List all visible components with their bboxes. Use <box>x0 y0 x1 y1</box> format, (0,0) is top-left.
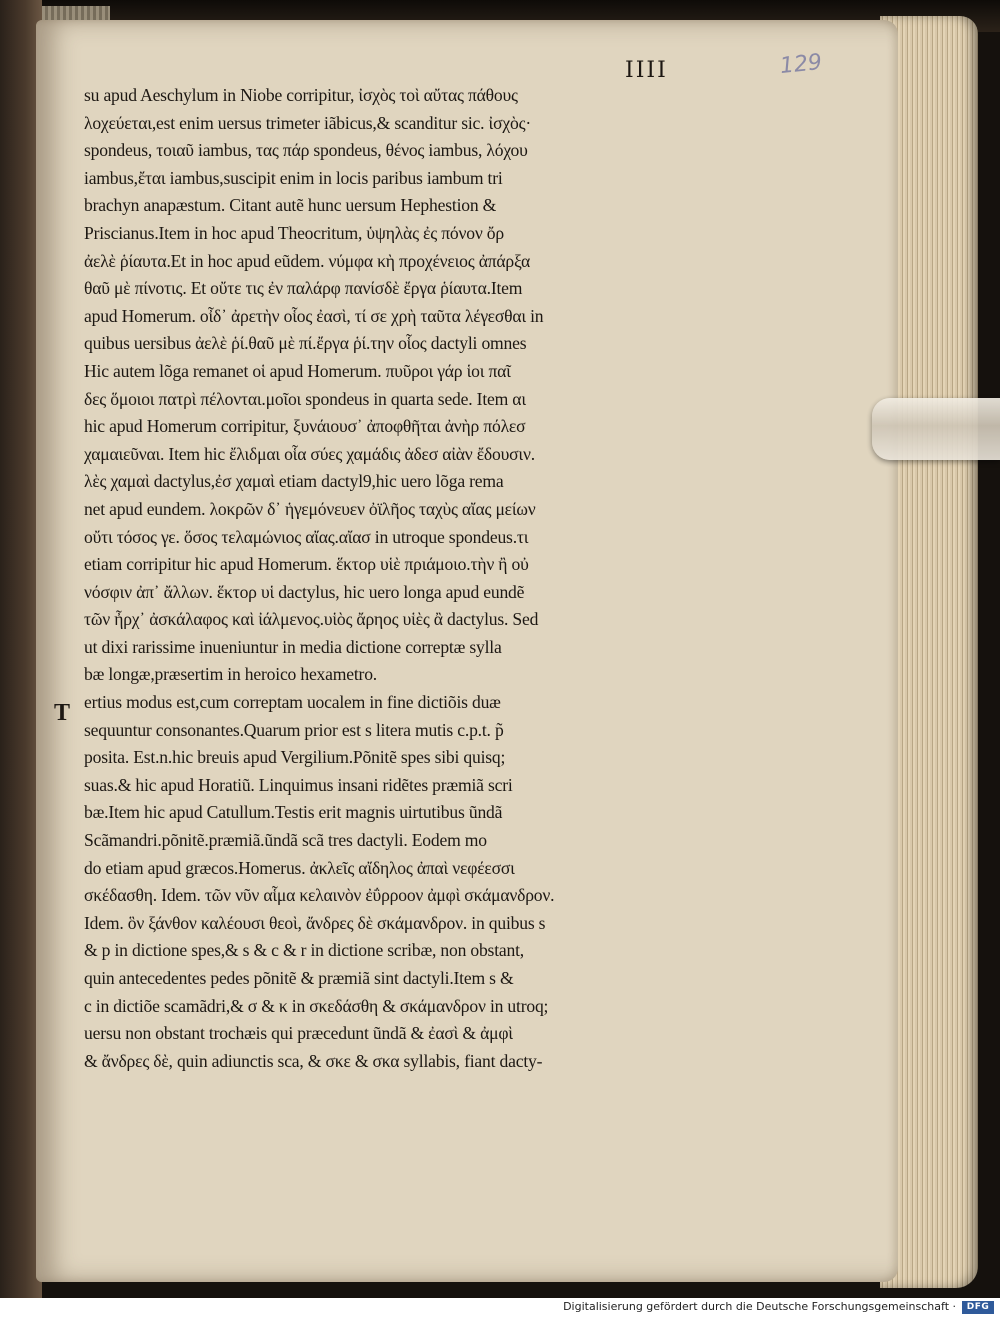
text-line: etiam corripitur hic apud Homerum. ἕκτορ υἱὲ πριάμοιο.τὴν ἢ οὐ <box>84 554 529 575</box>
text-line: ut dixi rarissime inueniuntur in media dictione correptæ sylla <box>84 636 502 657</box>
text-line: Idem. ὃν ξάνθον καλέουσι θεοὶ, ἄνδρες δὲ σκάμανδρον. in quibus s <box>84 912 546 933</box>
text-line: do etiam apud græcos.Homerus. ἀκλεῖς αἴδηλος ἀπαὶ νεφέεσσι <box>84 857 515 878</box>
text-line: Scãmandri.põnitẽ.præmiã.ũndã scã tres dactyli. Eodem mo <box>84 830 487 851</box>
footer-credit: Digitalisierung gefördert durch die Deutsche Forschungsgemeinschaft · <box>563 1300 956 1313</box>
text-line: iambus,ἔται iambus,suscipit enim in locis paribus iambum tri <box>84 167 503 188</box>
text-line: c in dictiõe scamãdri,& σ & κ in σκεδάσθη & σκάμανδρον in utroq; <box>84 995 549 1016</box>
text-line: apud Homerum. οἶδ᾽ ἀρετὴν οἷος ἐασὶ, τί σε χρὴ ταῦτα λέγεσθαι in <box>84 305 544 326</box>
text-block <box>84 82 704 1075</box>
text-line: posita. Est.n.hic breuis apud Vergilium.Põnitẽ spes sibi quisq; <box>84 747 506 768</box>
text-line: οὔτι τόσος γε. ὅσος τελαμώνιος αἴας.αἴασ in utroque spondeus.τι <box>84 526 529 547</box>
text-line: Priscianus.Item in hoc apud Theocritum, ὑψηλὰς ἐς πόνον ὄρ <box>84 222 504 243</box>
text-line: su apud Aeschylum in Niobe corripitur, ἰσχὸς τοὶ αὔτας πάθους <box>84 85 518 105</box>
text-line: δες ὅμοιοι πατρὶ πέλονται.μοῖοι spondeus in quarta sede. Item αι <box>84 388 526 409</box>
dfg-logo: DFG <box>962 1301 994 1314</box>
text-line: σκέδασθη. Idem. τῶν νῦν αἷμα κελαινὸν ἐΰρροον ἀμφὶ σκάμανδρον. <box>84 885 555 906</box>
text-line: bæ longæ,præsertim in heroico hexametro. <box>84 664 377 685</box>
footer-bar <box>0 1298 1000 1318</box>
text-line: τῶν ἦρχ᾽ ἀσκάλαφος καὶ ἰάλμενος.υἱὸς ἄρηος υἱὲς ἂ dactylus. Sed <box>84 609 539 630</box>
text-line: λοχεύεται,est enim uersus trimeter iãbicus,& scanditur sic. ἰσχὸς· <box>84 112 531 133</box>
text-line: & ἄνδρες δὲ, quin adiunctis sca, & σκε & σκα syllabis, fiant dacty- <box>84 1050 543 1071</box>
text-line: net apud eundem. λοκρῶν δ᾽ ἡγεμόνευεν ὀϊλῆος ταχὺς αἴας μείων <box>84 498 536 519</box>
text-line: hic apud Homerum corripitur, ξυνάιουσ᾽ ἀποφθῆται ἀνὴρ πόλεσ <box>84 416 526 437</box>
text-line: & p in dictione spes,& s & c & r in dictione scribæ, non obstant, <box>84 940 524 961</box>
text-line: ἀελὲ ῥίαυτα.Et in hoc apud eũdem. νύμφα κὴ προχένειος ἀπάρξα <box>84 250 530 271</box>
text-line: θαῦ μὲ πίνοτις. Et οὔτε τις ἐν παλάρφ πανίσδὲ ἔργα ῥίαυτα.Item <box>84 278 523 299</box>
text-line: χαμαιεῦναι. Item hic ἔλιδμαι οἷα σύες χαμάδις ἀδεσ αἰὰν ἔδουσιν. <box>84 443 535 464</box>
text-line: λὲς χαμαὶ dactylus,ἐσ χαμαὶ etiam dactyl9,hic uero lõga rema <box>84 471 504 492</box>
page-number: IIII <box>625 58 668 83</box>
text-line: brachyn anapæstum. Citant autẽ hunc uersum Hephestion & <box>84 195 497 216</box>
text-line: suas.& hic apud Horatiũ. Linquimus insani ridẽtes præmiã scri <box>84 774 513 795</box>
text-line: νόσφιν ἀπ᾽ ἄλλων. ἕκτορ υἱ dactylus, hic uero longa apud eundẽ <box>84 581 525 602</box>
text-line: ertius modus est,cum correptam uocalem in fine dictiõis duæ <box>84 692 501 713</box>
text-line: sequuntur consonantes.Quarum prior est s litera mutis c.p.t. p̃ <box>84 719 504 740</box>
initial-letter: T <box>54 700 71 726</box>
folio-handwritten-note: 129 <box>778 49 824 80</box>
text-line: spondeus, τοιαῦ iambus, τας πάρ spondeus, θένος iambus, λόχου <box>84 140 528 161</box>
text-line: uersu non obstant trochæis qui præcedunt ũndã & ἐασὶ & ἀμφὶ <box>84 1023 513 1044</box>
text-line: Hic autem lõga remanet οἱ apud Homerum. πυῦροι γάρ ἱοι παῖ <box>84 360 511 381</box>
bookmark-strip <box>872 398 1000 460</box>
text-line: quin antecedentes pedes põnitẽ & præmiã sint dactyli.Item s & <box>84 968 514 988</box>
text-line: bæ.Item hic apud Catullum.Testis erit magnis uirtutibus ũndã <box>84 802 503 823</box>
text-line: quibus uersibus ἀελὲ ῥί.θαῦ μὲ πί.ἔργα ῥί.την οἷος dactyli omnes <box>84 333 527 354</box>
